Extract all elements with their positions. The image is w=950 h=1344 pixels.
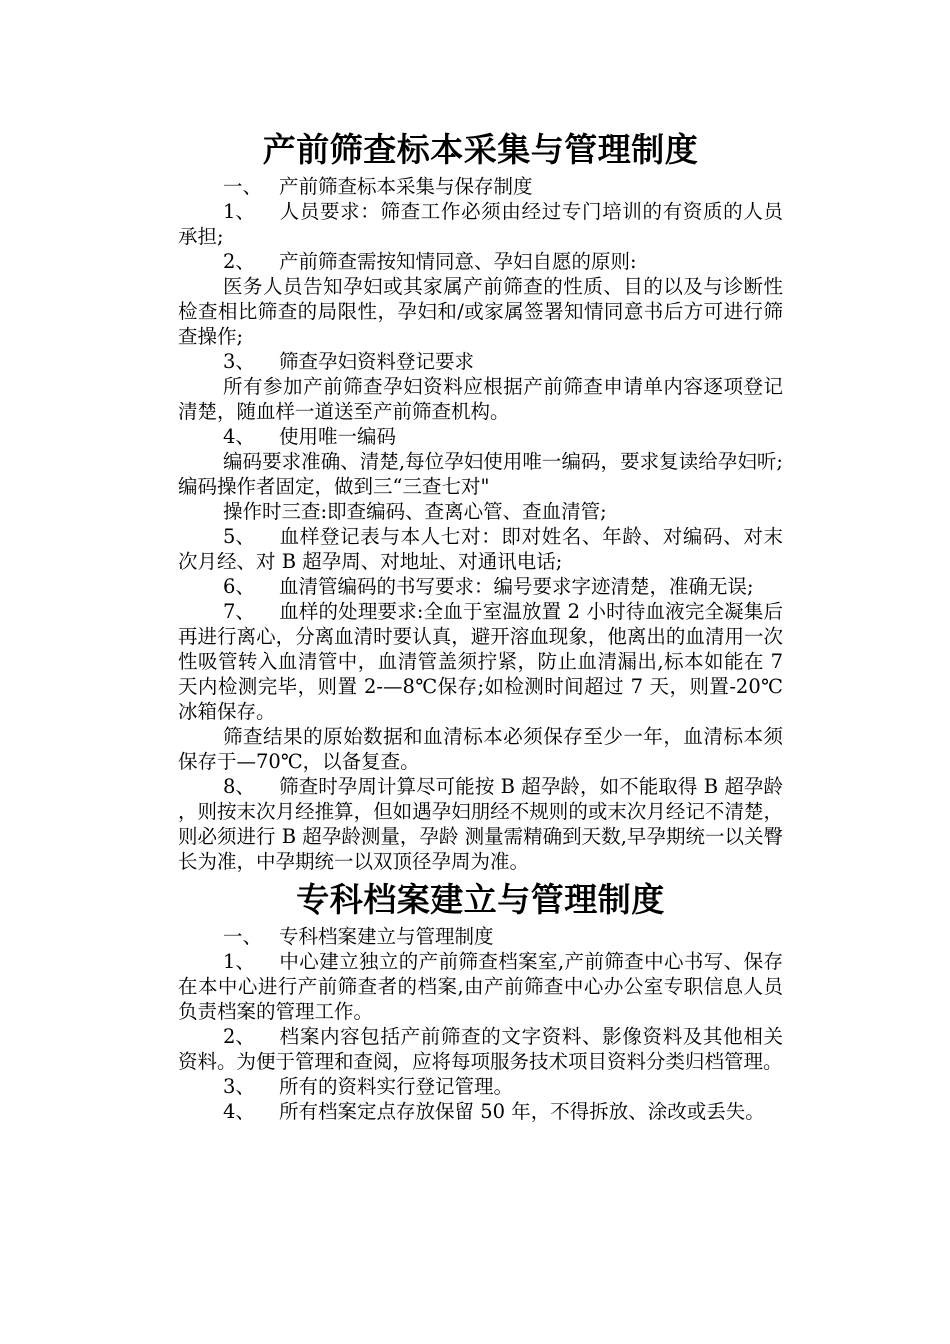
paragraph bbox=[178, 599, 783, 724]
paragraph-text: 档案内容包括产前筛查的文字资料、影像资料及其他相关资料。为便于管理和查阅，应将每项服务技术项目资料分类归档管理。 bbox=[178, 1025, 783, 1073]
section-1-body bbox=[178, 174, 783, 874]
section-2-body bbox=[178, 924, 783, 1124]
paragraph-text: 血样的处理要求:全血于室温放置 2 小时待血液完全凝集后再进行离心，分离血清时要认真，避开溶血现象，他离出的血清用一次性吸管转入血清管中，血清管盖须拧紧，防止血清漏出,标本如能在 7 天内检测完毕，则置 2-—8℃保存;如检测时间超过 7 天，则置-20℃冰箱保存。 bbox=[178, 600, 783, 723]
paragraph-text: 筛查孕妇资料登记要求 bbox=[279, 350, 475, 373]
paragraph-text: 产前筛查需按知情同意、孕妇自愿的原则: bbox=[279, 250, 637, 273]
paragraph-number: 一、 bbox=[223, 175, 263, 198]
paragraph bbox=[178, 499, 783, 524]
paragraph-text: 中心建立独立的产前筛查档案室,产前筛查中心书写、保存在本中心进行产前筛查者的档案,由产前筛查中心办公室专职信息人员负责档案的管理工作。 bbox=[178, 950, 783, 1023]
paragraph bbox=[178, 1074, 783, 1099]
paragraph bbox=[178, 724, 783, 774]
paragraph-number: 3、 bbox=[223, 1075, 255, 1098]
paragraph-text: 使用唯一编码 bbox=[279, 425, 397, 448]
paragraph bbox=[178, 449, 783, 499]
paragraph bbox=[178, 1099, 783, 1124]
paragraph-text: 人员要求：筛查工作必须由经过专门培训的有资质的人员承担; bbox=[178, 200, 783, 248]
paragraph-number: 3、 bbox=[223, 350, 255, 373]
paragraph-number: 一、 bbox=[223, 925, 263, 948]
paragraph bbox=[178, 349, 783, 374]
paragraph bbox=[178, 174, 783, 199]
paragraph-number: 2、 bbox=[223, 250, 255, 273]
paragraph bbox=[178, 274, 783, 349]
paragraph-text: 专科档案建立与管理制度 bbox=[279, 925, 494, 948]
paragraph-number: 1、 bbox=[223, 200, 255, 223]
paragraph-number: 7、 bbox=[223, 600, 255, 623]
paragraph bbox=[178, 924, 783, 949]
paragraph bbox=[178, 1024, 783, 1074]
paragraph bbox=[178, 574, 783, 599]
paragraph-text: 血样登记表与本人七对：即对姓名、年龄、对编码、对末次月经、对 B 超孕周、对地址、对通讯电话; bbox=[178, 525, 783, 573]
paragraph-text: 筛查结果的原始数据和血清标本必须保存至少一年，血清标本须保存于—70℃，以备复查。 bbox=[178, 725, 783, 773]
paragraph-number: 4、 bbox=[223, 425, 255, 448]
paragraph-text: 所有的资料实行登记管理。 bbox=[279, 1075, 514, 1098]
paragraph bbox=[178, 374, 783, 424]
paragraph-text: 编码要求准确、清楚,每位孕妇使用唯一编码，要求复读给孕妇听;编码操作者固定，做到三“三查七对" bbox=[178, 450, 783, 498]
paragraph-text: 产前筛查标本采集与保存制度 bbox=[279, 175, 533, 198]
paragraph bbox=[178, 524, 783, 574]
paragraph-text: 操作时三查:即查编码、查离心管、查血清管; bbox=[223, 500, 607, 523]
paragraph-text: 筛查时孕周计算尽可能按 B 超孕龄，如不能取得 B 超孕龄 ，则按末次月经推算，但如遇孕妇朋经不规则的或末次月经记不清楚，则必须进行 B 超孕龄测量，孕龄 测量需精确到天数,早孕期统一以关臀长为准，中孕期统一以双顶径孕周为准。 bbox=[178, 775, 783, 873]
paragraph bbox=[178, 249, 783, 274]
paragraph bbox=[178, 199, 783, 249]
paragraph-text: 医务人员告知孕妇或其家属产前筛查的性质、目的以及与诊断性检查相比筛查的局限性，孕妇和/或家属签署知情同意书后方可进行筛查操作; bbox=[178, 275, 783, 348]
paragraph-number: 4、 bbox=[223, 1100, 255, 1123]
document-body bbox=[178, 126, 783, 1124]
paragraph-number: 8、 bbox=[223, 775, 255, 798]
paragraph-number: 5、 bbox=[223, 525, 255, 548]
paragraph-text: 所有参加产前筛查孕妇资料应根据产前筛查申请单内容逐项登记清楚，随血样一道送至产前筛查机构。 bbox=[178, 375, 783, 423]
section-title: 专科档案建立与管理制度 bbox=[296, 880, 665, 919]
paragraph bbox=[178, 774, 783, 874]
paragraph-number: 6、 bbox=[223, 575, 255, 598]
paragraph bbox=[178, 949, 783, 1024]
section-title: 产前筛查标本采集与管理制度 bbox=[262, 130, 699, 169]
paragraph-number: 2、 bbox=[223, 1025, 255, 1048]
paragraph-number: 1、 bbox=[223, 950, 255, 973]
paragraph-text: 所有档案定点存放保留 50 年，不得拆放、涂改或丢失。 bbox=[279, 1100, 765, 1123]
paragraph bbox=[178, 424, 783, 449]
paragraph-text: 血清管编码的书写要求：编号要求字迹清楚，准确无误; bbox=[279, 575, 754, 598]
